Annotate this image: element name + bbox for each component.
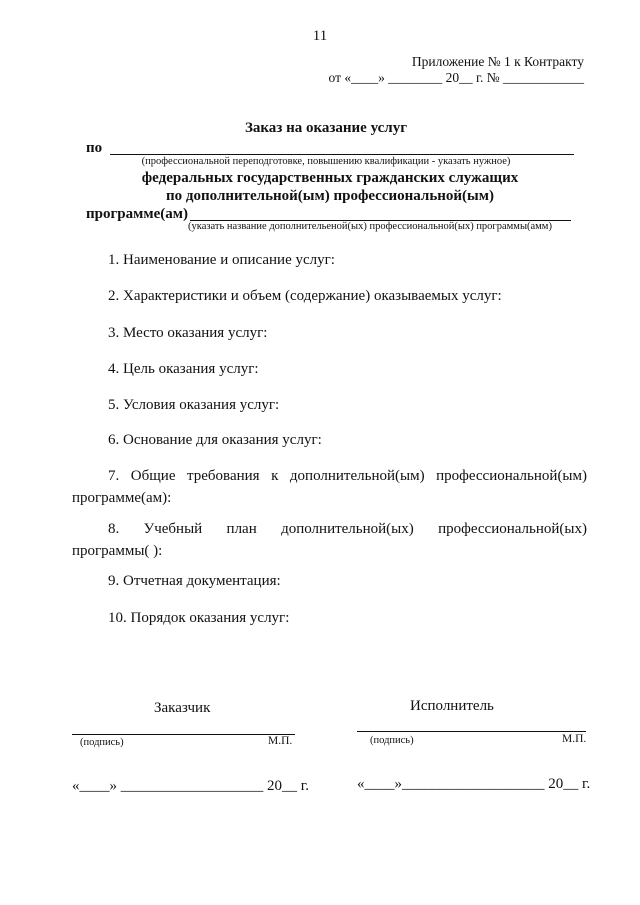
item-2: 2. Характеристики и объем (содержание) оказываемых услуг: (108, 288, 502, 304)
customer-label: Заказчик (154, 700, 211, 716)
po-label: по (86, 140, 103, 156)
contractor-label: Исполнитель (410, 698, 494, 714)
program-label: программе(ам) (86, 206, 188, 222)
contractor-signature-hint: (подпись) (370, 735, 414, 746)
item-5: 5. Условия оказания услуг: (108, 397, 280, 413)
item-4: 4. Цель оказания услуг: (108, 361, 259, 377)
program-hint: (указать название дополнительеной(ых) профессиональной(ых) программы(амм) (188, 221, 552, 232)
customer-signature-hint: (подпись) (80, 737, 124, 748)
customer-signature-line (72, 734, 295, 735)
appendix-date: от «____» ________ 20__ г. № ____________ (328, 70, 584, 85)
subtitle-line-2: по дополнительной(ым) профессиональной(ым) (166, 188, 494, 204)
item-8-line-1: 8. Учебный план дополнительной(ых) профессиональной(ых) (108, 521, 587, 537)
item-9: 9. Отчетная документация: (108, 573, 281, 589)
customer-date: «____» ___________________ 20__ г. (72, 778, 309, 794)
item-8 (72, 518, 587, 562)
item-10: 10. Порядок оказания услуг: (108, 610, 290, 626)
item-6: 6. Основание для оказания услуг: (108, 432, 322, 448)
item-1: 1. Наименование и описание услуг: (108, 252, 335, 268)
customer-stamp: М.П. (268, 735, 293, 747)
item-7 (72, 465, 587, 509)
item-8-line-2: программы( ): (72, 543, 163, 559)
subtitle-line-1: федеральных государственных гражданских служащих (141, 170, 519, 186)
contractor-date: «____»___________________ 20__ г. (357, 776, 591, 792)
po-underline (110, 154, 574, 155)
contractor-signature-line (357, 731, 586, 732)
item-7-line-1: 7. Общие требования к дополнительной(ым) профессиональной(ым) (108, 468, 587, 484)
item-7-line-2: программе(ам): (72, 490, 172, 506)
page-number: 11 (312, 28, 328, 44)
appendix-label: Приложение № 1 к Контракту (411, 54, 584, 69)
document-title: Заказ на оказание услуг (244, 120, 408, 136)
contractor-stamp: М.П. (562, 733, 587, 745)
type-hint: (профессиональной переподготовке, повышению квалификации - указать нужное) (141, 156, 511, 167)
item-3: 3. Место оказания услуг: (108, 325, 268, 341)
